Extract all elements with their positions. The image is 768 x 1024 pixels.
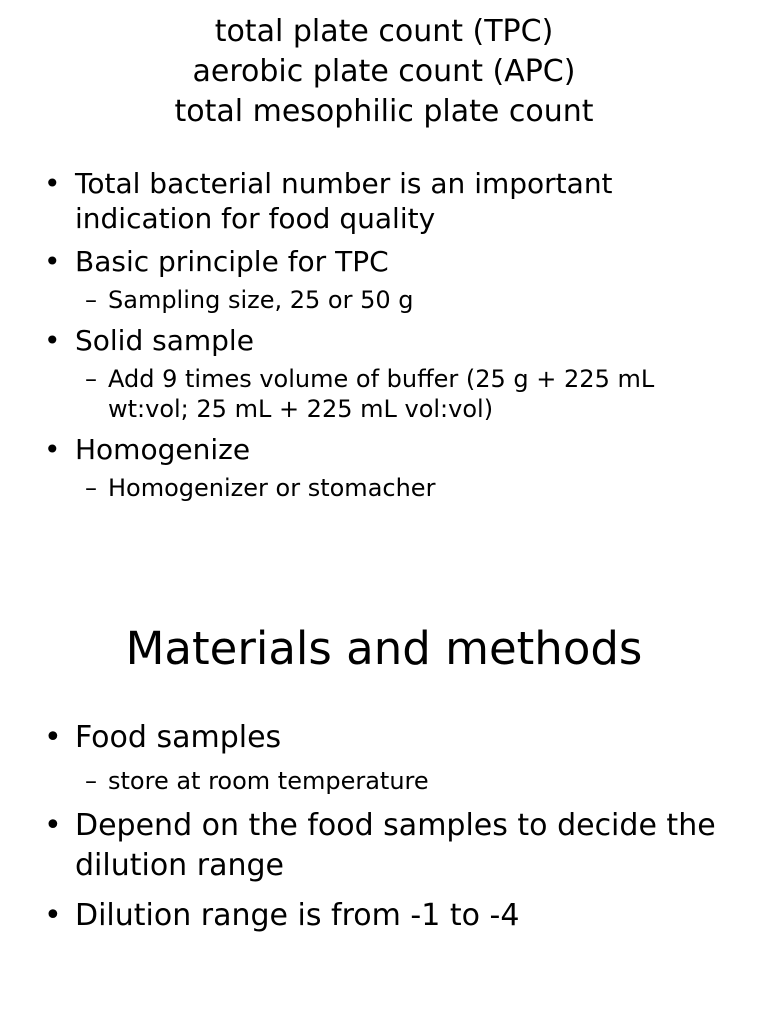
slide-2-title: Materials and methods [125, 622, 643, 675]
dash-icon: – [85, 365, 97, 393]
list-item-text: Solid sample [75, 324, 254, 357]
list-item [0, 323, 768, 358]
dash-icon: – [85, 767, 97, 795]
bullet-icon: • [44, 898, 62, 933]
list-item [0, 806, 768, 886]
bullet-icon: • [44, 720, 62, 755]
list-item-text: Total bacterial number is an important indication for food quality [75, 167, 613, 235]
title-line-apc: aerobic plate count (APC) [192, 54, 576, 89]
slide-1-bullet-list [0, 166, 768, 503]
dash-icon: – [85, 286, 97, 314]
list-item-text: Food samples [75, 720, 282, 755]
dash-icon: – [85, 474, 97, 502]
bullet-icon: • [44, 433, 61, 466]
slide-2-bullet-list [0, 718, 768, 936]
sub-list-item [0, 285, 768, 315]
list-item-text: Depend on the food samples to decide the dilution range [75, 808, 716, 883]
sub-list-item [0, 364, 768, 424]
sub-list-item-text: store at room temperature [108, 767, 429, 795]
title-line-mesophilic: total mesophilic plate count [174, 94, 594, 129]
list-item-text: Dilution range is from -1 to -4 [75, 898, 520, 933]
title-line-tpc: total plate count (TPC) [214, 14, 554, 49]
list-item-text: Basic principle for TPC [75, 245, 389, 278]
sub-list-item-text: Homogenizer or stomacher [108, 474, 436, 502]
list-item-text: Homogenize [75, 433, 251, 466]
list-item [0, 432, 768, 467]
bullet-icon: • [44, 245, 61, 278]
list-item [0, 896, 768, 936]
bullet-icon: • [44, 167, 61, 200]
bullet-icon: • [44, 324, 61, 357]
sub-list-item [0, 473, 768, 503]
bullet-icon: • [44, 808, 62, 843]
slide-2 [0, 520, 768, 1024]
sub-list-item-text: Sampling size, 25 or 50 g [108, 286, 414, 314]
list-item [0, 244, 768, 279]
slide-1-title [0, 12, 768, 132]
list-item [0, 718, 768, 758]
sub-list-item-text: Add 9 times volume of buffer (25 g + 225 mL wt:vol; 25 mL + 225 mL vol:vol) [108, 365, 655, 423]
sub-list-item [0, 766, 768, 796]
list-item [0, 166, 768, 236]
